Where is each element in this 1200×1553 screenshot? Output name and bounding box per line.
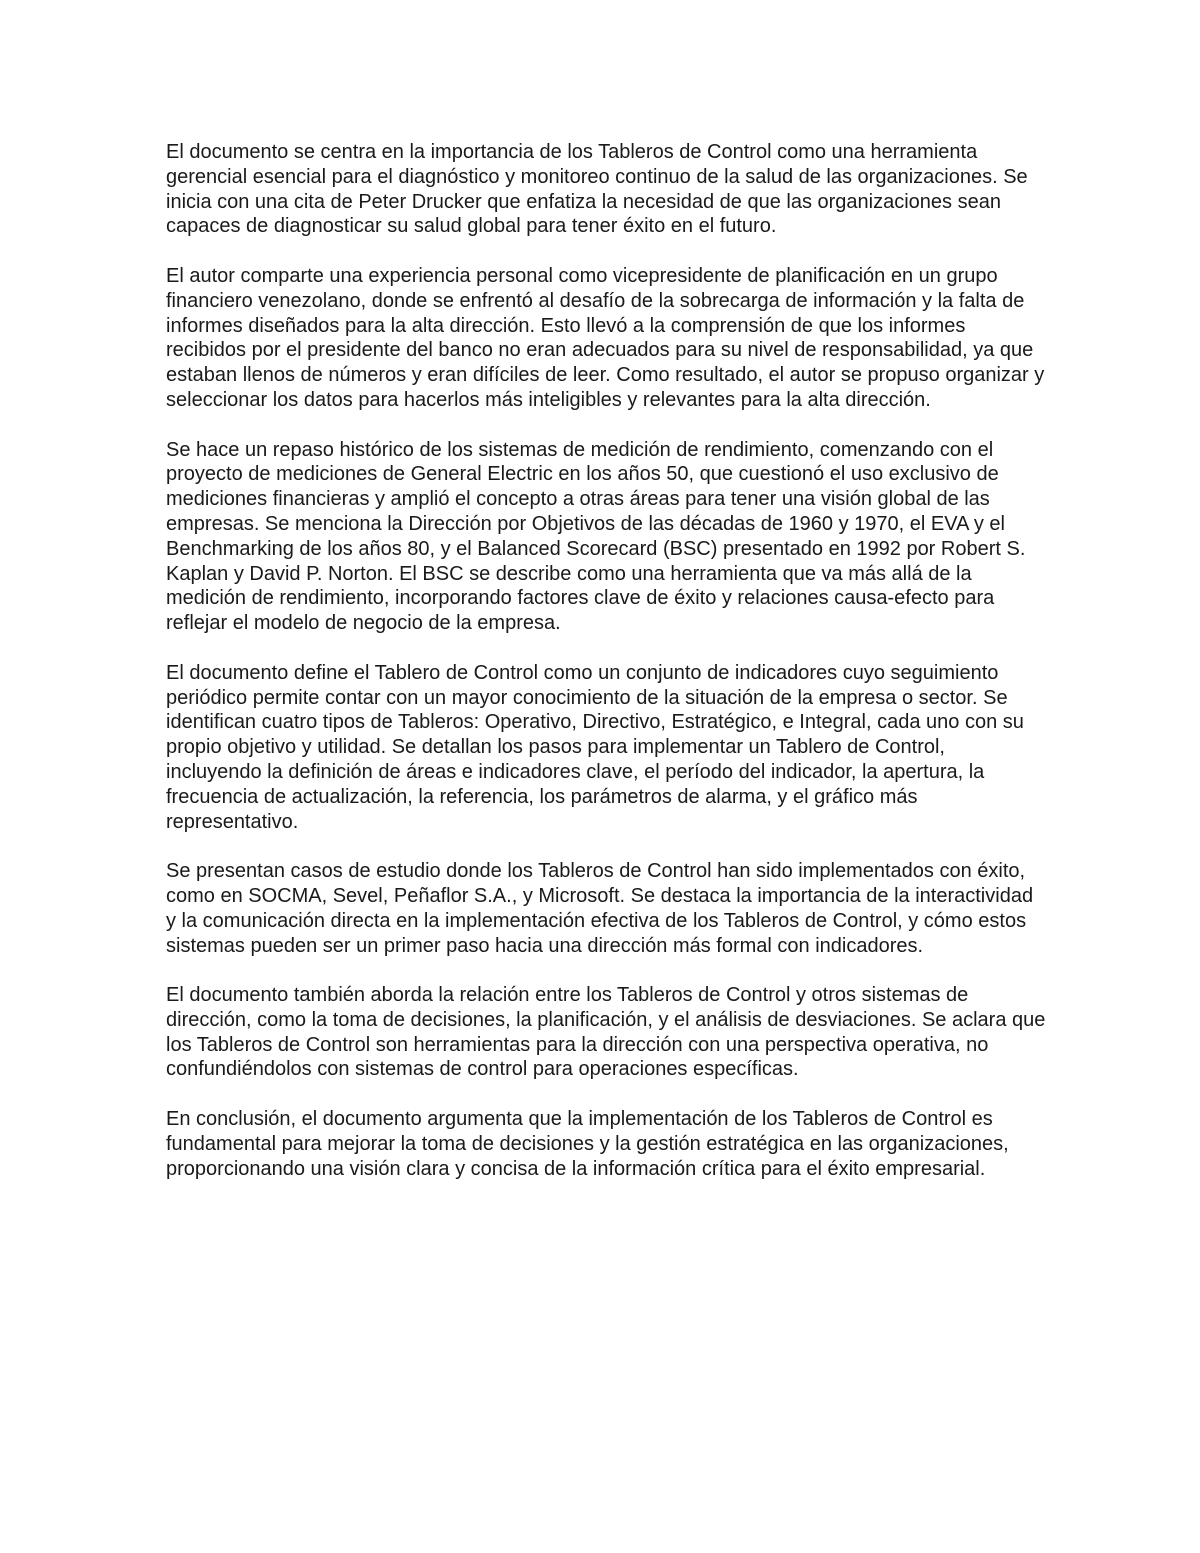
document-body xyxy=(166,140,1046,1206)
paragraph-history: Se hace un repaso histórico de los sistemas de medición de rendimiento, comenzando con el proyecto de mediciones de General Electric en los años 50, que cuestionó el uso exclusivo de mediciones financieras y amplió el concepto a otras áreas para tener una visión global de las empresas. Se menciona la Dirección por Objetivos de las décadas de 1960 y 1970, el EVA y el Benchmarking de los años 80, y el Balanced Scorecard (BSC) presentado en 1992 por Robert S. Kaplan y David P. Norton. El BSC se describe como una herramienta que va más allá de la medición de rendimiento, incorporando factores clave de éxito y relaciones causa-efecto para reflejar el modelo de negocio de la empresa. xyxy=(166,438,1026,635)
paragraph-relations: El documento también aborda la relación entre los Tableros de Control y otros sistemas de dirección, como la toma de decisiones, la planificación, y el análisis de desviaciones. Se aclara que los Tableros de Control son herramientas para la dirección con una perspectiva operativa, no confundiéndolos con sistemas de control para operaciones específicas. xyxy=(166,984,1046,1081)
paragraph-conclusion: En conclusión, el documento argumenta que la implementación de los Tableros de Control es fundamental para mejorar la toma de decisiones y la gestión estratégica en las organizaciones, proporcionando una visión clara y concisa de la información crítica para el éxito empresarial. xyxy=(166,1108,1009,1180)
paragraph-author-experience: El autor comparte una experiencia personal como vicepresidente de planificación en un grupo financiero venezolano, donde se enfrentó al desafío de la sobrecarga de información y la falta de informes diseñados para la alta dirección. Esto llevó a la comprensión de que los informes recibidos por el presidente del banco no eran adecuados para su nivel de responsabilidad, ya que estaban llenos de números y eran difíciles de leer. Como resultado, el autor se propuso organizar y seleccionar los datos para hacerlos más inteligibles y relevantes para la alta dirección. xyxy=(166,264,1045,411)
paragraph-definition: El documento define el Tablero de Control como un conjunto de indicadores cuyo seguimiento periódico permite contar con un mayor conocimiento de la situación de la empresa o sector. Se identifican cuatro tipos de Tableros: Operativo, Directivo, Estratégico, e Integral, cada uno con su propio objetivo y utilidad. Se detallan los pasos para implementar un Tablero de Control, incluyendo la definición de áreas e indicadores clave, el período del indicador, la apertura, la frecuencia de actualización, la referencia, los parámetros de alarma, y el gráfico más representativo. xyxy=(166,661,1024,833)
paragraph-case-studies: Se presentan casos de estudio donde los Tableros de Control han sido implementados con éxito, como en SOCMA, Sevel, Peñaflor S.A., y Microsoft. Se destaca la importancia de la interactividad y la comunicación directa en la implementación efectiva de los Tableros de Control, y cómo estos sistemas pueden ser un primer paso hacia una dirección más formal con indicadores. xyxy=(166,860,1034,957)
paragraph-intro: El documento se centra en la importancia de los Tableros de Control como una herramienta gerencial esencial para el diagnóstico y monitoreo continuo de la salud de las organizaciones. Se inicia con una cita de Peter Drucker que enfatiza la necesidad de que las organizaciones sean capaces de diagnosticar su salud global para tener éxito en el futuro. xyxy=(166,141,1028,238)
